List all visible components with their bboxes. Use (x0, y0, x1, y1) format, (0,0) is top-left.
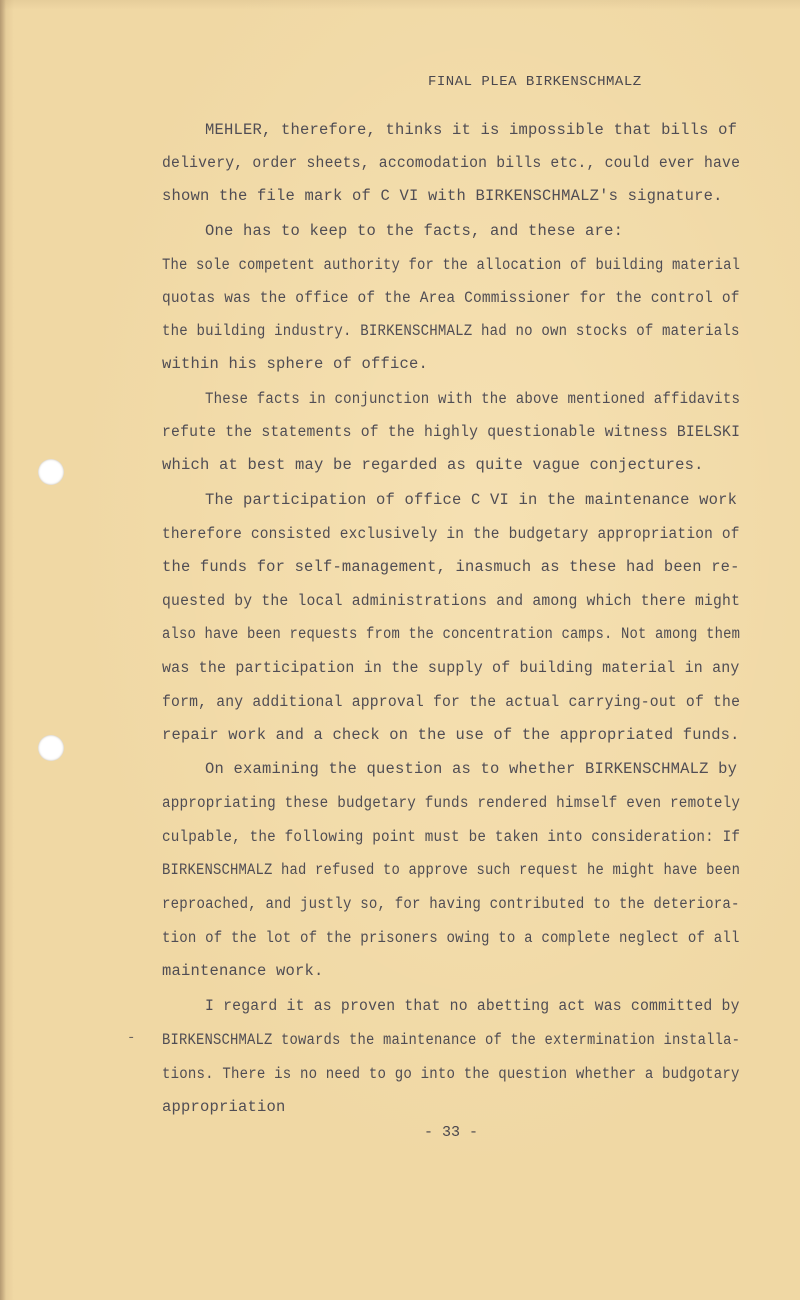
text-line: culpable, the following point must be taken into consideration: If (162, 828, 741, 846)
text-line: shown the file mark of C VI with BIRKENSCHMALZ's signature. (162, 187, 723, 205)
text-line: appropriating these budgetary funds rendered himself even remotely (162, 794, 741, 812)
punch-hole-top (38, 459, 64, 485)
text-line: quotas was the office of the Area Commissioner for the control of (162, 289, 740, 307)
text-line: also have been requests from the concentration camps. Not among them (162, 625, 741, 643)
text-line: the building industry. BIRKENSCHMALZ had no own stocks of materials (162, 322, 740, 340)
text-line: On examining the question as to whether BIRKENSCHMALZ by (205, 760, 738, 778)
text-line: refute the statements of the highly questionable witness BIELSKI (162, 423, 741, 441)
text-line: repair work and a check on the use of the appropriated funds. (162, 726, 740, 744)
text-line: was the participation in the supply of building material in any (162, 659, 740, 677)
text-line: The participation of office C VI in the maintenance work (205, 491, 738, 509)
text-line: The sole competent authority for the allocation of building material (162, 256, 741, 274)
page-edge-shadow (0, 0, 6, 1300)
text-line: One has to keep to the facts, and these are: (205, 222, 624, 240)
text-line: BIRKENSCHMALZ towards the maintenance of the extermination installa- (162, 1031, 741, 1049)
punch-hole-bottom (38, 735, 64, 761)
text-line: appropriation (162, 1098, 286, 1116)
text-line: reproached, and justly so, for having contributed to the deteriora- (162, 895, 740, 913)
text-line: therefore consisted exclusively in the budgetary appropriation of (162, 525, 740, 543)
document-header: FINAL PLEA BIRKENSCHMALZ (428, 74, 642, 90)
text-line: form, any additional approval for the actual carrying-out of the (162, 693, 741, 711)
text-line: delivery, order sheets, accomodation bills etc., could ever have (162, 154, 741, 172)
text-line: the funds for self-management, inasmuch as these had been re- (162, 558, 740, 576)
text-line: which at best may be regarded as quite vague conjectures. (162, 456, 704, 474)
text-line: quested by the local administrations and among which there might (162, 592, 741, 610)
text-line: tion of the lot of the prisoners owing to a complete neglect of all (162, 929, 740, 947)
text-line: These facts in conjunction with the above mentioned affidavits (205, 390, 741, 408)
text-line: maintenance work. (162, 962, 324, 980)
text-line: I regard it as proven that no abetting act was committed by (205, 997, 740, 1015)
page-number: - 33 - (424, 1124, 479, 1141)
text-line: BIRKENSCHMALZ had refused to approve such request he might have been (162, 861, 741, 879)
text-line: MEHLER, therefore, thinks it is impossible that bills of (205, 121, 738, 139)
margin-mark: - (127, 1030, 136, 1046)
text-line: within his sphere of office. (162, 355, 429, 373)
text-line: tions. There is no need to go into the question whether a budgotary (162, 1065, 740, 1083)
